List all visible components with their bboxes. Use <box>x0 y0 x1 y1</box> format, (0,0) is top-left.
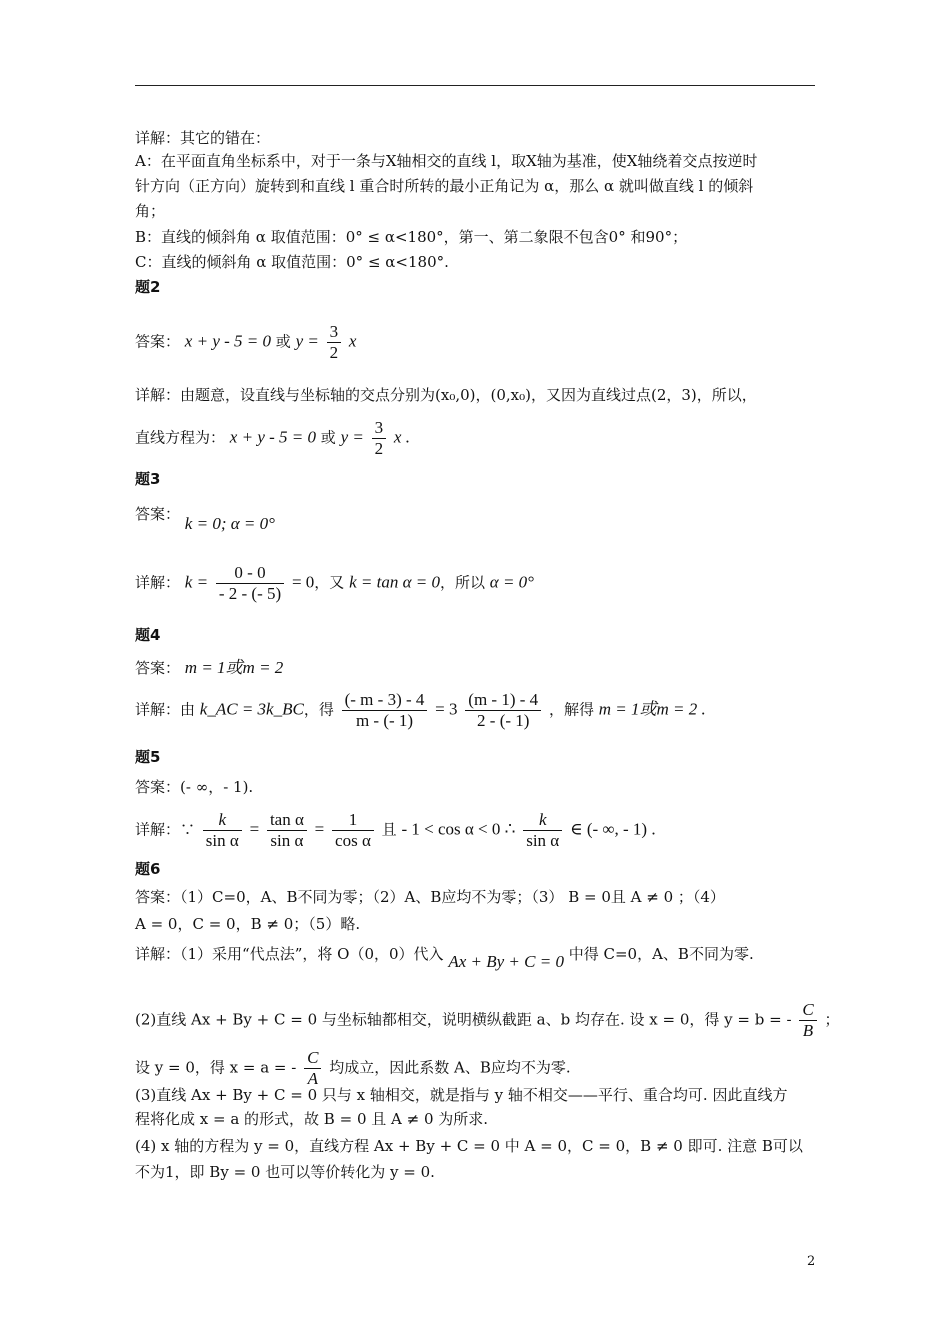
q3-detail-label: 详解： <box>135 573 181 592</box>
q2-answer-eq2-right: x <box>348 331 357 351</box>
q5-detail: 详解：∵ $\frac{k}{\text{sin α}}$ = $\frac{\text{tan α}}{\text{sin α}}$ = $\frac{1}{\text{cos α}}$ 且 - 1 < cos α < 0 ∴ $\frac{k}{\text{sin α}}$ ∈ (- ∞, - 1) . <box>135 810 656 850</box>
q2-detail-eq2-left: y = <box>340 427 364 447</box>
q6-p4-line-1: (4) x 轴的方程为 y = 0，直线方程 Ax + By + C = 0 中 A = 0，C = 0，B ≠ 0 即可. 注意 B可以 <box>135 1137 803 1155</box>
intro-line-5: B：直线的倾斜角 α 取值范围：0° ≤ α<180°，第一、第二象限不包含0° 和90°； <box>135 228 688 246</box>
q5-fraction-1: $\frac{k}{\text{sin α}}$ <box>203 810 242 851</box>
q5-range: ∈ (- ∞, - 1) . <box>570 819 656 839</box>
q6-p2-fraction-1: $\frac{C}{B}$ <box>799 1000 816 1041</box>
q3-also: ，又 <box>314 573 345 592</box>
q6-p2-2a: 设 y = 0，得 x = a = - <box>135 1058 297 1077</box>
q6-p2-2b: 均成立，因此系数 A、B应均不为零. <box>329 1058 571 1077</box>
q3-eq-zero: = 0 <box>291 572 315 592</box>
q4-get: ，得 <box>303 700 334 719</box>
q5-fraction-4: $\frac{k}{\text{sin α}}$ <box>523 810 562 851</box>
q3-heading: 题3 <box>135 470 161 488</box>
q2-answer-label: 答案： <box>135 332 181 351</box>
q6-detail-1a: 详解：（1）采用“代点法”，将 O（0，0）代入 <box>135 945 444 963</box>
q6-p3-line-1: (3)直线 Ax + By + C = 0 只与 x 轴相交，就是指与 y 轴不相交——平行、重合均可. 因此直线方 <box>135 1086 788 1104</box>
intro-line-1: 详解：其它的错在： <box>135 129 271 147</box>
page-number: 2 <box>807 1254 816 1269</box>
q3-so: ，所以 <box>439 573 485 592</box>
q2-detail-line-1: 详解：由题意，设直线与坐标轴的交点分别为(x₀,0)，(0,x₀)，又因为直线过点(2，3)，所以， <box>135 386 757 404</box>
q2-heading: 题2 <box>135 278 161 296</box>
q3-answer <box>135 505 275 533</box>
q2-answer-eq2-left: y = <box>295 331 319 351</box>
intro-line-6: C：直线的倾斜角 α 取值范围：0° ≤ α<180°. <box>135 253 449 271</box>
q4-detail <box>135 690 706 731</box>
q5-fraction-2: $\frac{\text{tan α}}{\text{sin α}}$ <box>267 810 307 851</box>
q2-detail-eq1: x + y - 5 = 0 <box>229 427 316 447</box>
q5-fraction-3: $\frac{1}{\text{cos α}}$ <box>332 810 374 851</box>
q5-answer <box>135 778 253 796</box>
q6-answer-line-2: A = 0，C = 0，B ≠ 0；（5）略. <box>135 915 361 933</box>
q6-p4-line-2: 不为1，即 By = 0 也可以等价转化为 y = 0. <box>135 1163 435 1181</box>
q4-answer-value: m = 1或m = 2 <box>184 658 284 677</box>
q4-solve: ，解得 <box>548 700 594 719</box>
q2-detail-label: 直线方程为： <box>135 428 226 447</box>
q3-detail <box>135 563 534 604</box>
q3-tan-eq: k = tan α = 0 <box>349 572 440 592</box>
q5-and: 且 <box>381 820 397 839</box>
q4-k-relation: k_AC = 3k_BC <box>199 699 304 719</box>
q5-detail-prefix: 详解：∵ <box>135 820 196 839</box>
q5-heading: 题5 <box>135 748 161 766</box>
q3-alpha-eq: α = 0° <box>489 572 534 592</box>
q5-answer-label: 答案： <box>135 778 181 796</box>
q6-answer-line-1: 答案：（1）C=0，A、B不同为零；（2）A、B应均不为零；（3） B = 0且 A ≠ 0 ；（4） <box>135 888 725 906</box>
q6-p2-1a: (2)直线 Ax + By + C = 0 与坐标轴都相交，说明横纵截距 a、b 均存在. 设 x = 0，得 y = b = - <box>135 1010 792 1029</box>
q6-p2-1-end: ； <box>824 1010 840 1029</box>
q6-heading: 题6 <box>135 860 161 878</box>
intro-line-3: 针方向（正方向）旋转到和直线 l 重合时所转的最小正角记为 α，那么 α 就叫做直线 l 的倾斜 <box>135 177 754 195</box>
intro-line-4: 角； <box>135 202 166 220</box>
q4-heading: 题4 <box>135 626 161 644</box>
q4-eq3: = 3 <box>435 699 458 719</box>
top-rule <box>135 85 815 86</box>
q4-answer-label: 答案： <box>135 659 181 677</box>
q2-answer-eq1: x + y - 5 = 0 <box>184 331 271 351</box>
q4-detail-prefix: 详解：由 <box>135 700 196 719</box>
q2-or: 或 <box>275 332 291 351</box>
intro-line-2: A：在平面直角坐标系中，对于一条与X轴相交的直线 l，取X轴为基准，使X轴绕着交点按逆时 <box>135 152 758 170</box>
q2-detail-eq2-right: x . <box>393 427 410 447</box>
q3-answer-label: 答案： <box>135 505 181 523</box>
q4-answer <box>135 659 283 677</box>
q6-detail-1-eq: Ax + By + C = 0 <box>448 952 564 971</box>
q6-p2-line-2 <box>135 1048 571 1089</box>
q2-detail-fraction: $\frac{3}{2}$ <box>372 418 387 459</box>
q2-detail-line-2 <box>135 418 410 459</box>
q2-detail-or: 或 <box>320 428 336 447</box>
q3-answer-value: k = 0; α = 0° <box>184 514 275 533</box>
q3-fraction: $\frac{0 - 0}{- 2 - (- 5)}$ <box>216 563 284 604</box>
q5-inequality: - 1 < cos α < 0 ∴ <box>401 819 516 839</box>
q6-detail-1b: 中得 C=0，A、B不同为零. <box>568 945 754 963</box>
q6-p2-fraction-2: $\frac{C}{A}$ <box>304 1048 321 1089</box>
q4-fraction-2: $\frac{(m - 1) - 4}{2 - (- 1)}$ <box>465 690 541 731</box>
q6-p3-line-2: 程将化成 x = a 的形式，故 B = 0 且 A ≠ 0 为所求. <box>135 1110 489 1128</box>
q3-k-eq: k = <box>184 572 209 592</box>
q4-result: m = 1或m = 2 . <box>598 699 706 719</box>
q6-p2-line-1 <box>135 1000 839 1041</box>
q2-answer-fraction: $\frac{3}{2}$ <box>327 322 342 363</box>
q6-detail-line-1 <box>135 945 754 971</box>
q4-fraction-1: $\frac{(- m - 3) - 4}{m - (- 1)}$ <box>342 690 428 731</box>
q5-answer-value: (- ∞，- 1). <box>180 778 254 796</box>
q2-answer <box>135 322 356 363</box>
